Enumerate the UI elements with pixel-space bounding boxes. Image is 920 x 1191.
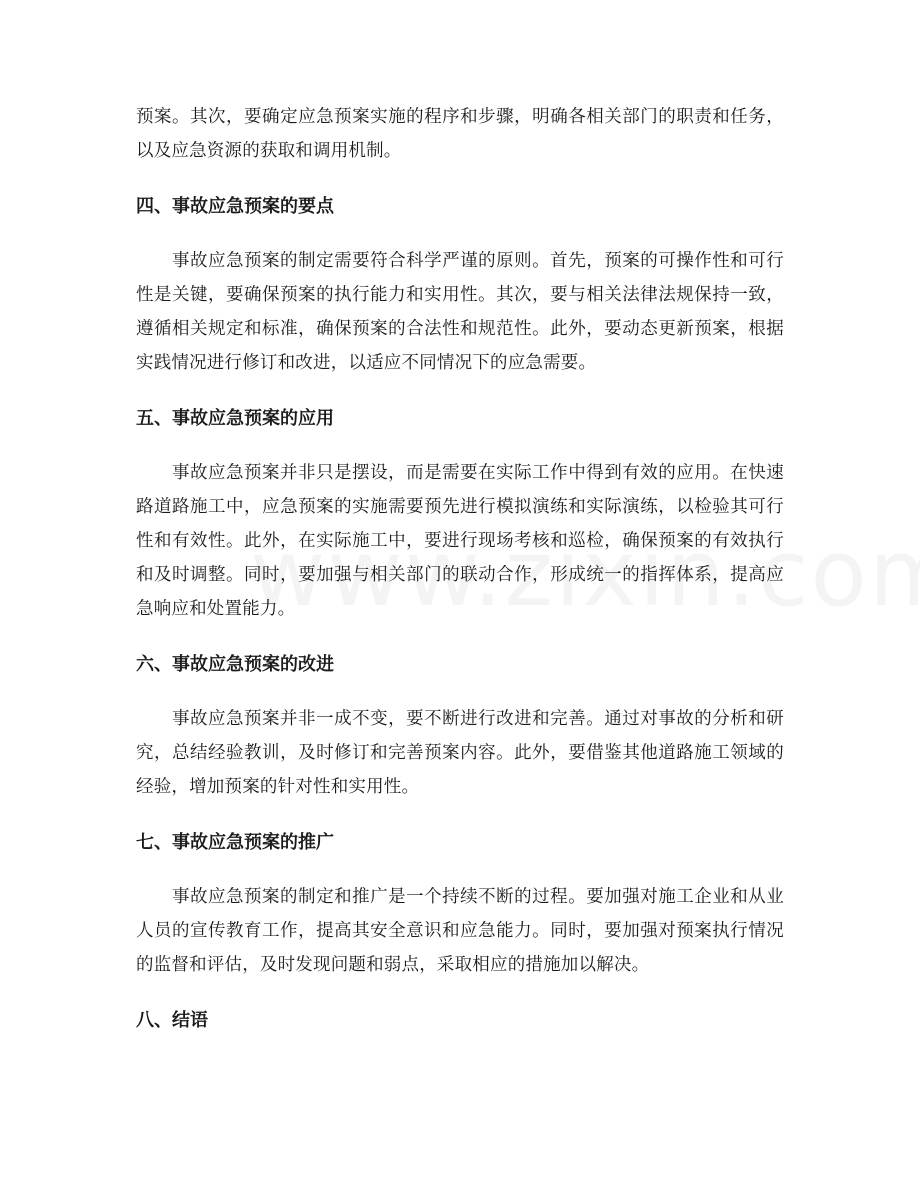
section-heading-7: 七、事故应急预案的推广	[136, 832, 334, 853]
paragraph-section-7: 事故应急预案的制定和推广是一个持续不断的过程。要加强对施工企业和从业人员的宣传教育工作，提高其安全意识和应急能力。同时，要加强对预案执行情况的监督和评估，及时发现问题和弱点，采取相应的措施加以解决。	[136, 887, 784, 975]
paragraph-section-4: 事故应急预案的制定需要符合科学严谨的原则。首先，预案的可操作性和可行性是关键，要确保预案的执行能力和实用性。其次，要与相关法律法规保持一致，遵循相关规定和标准，确保预案的合法性和规范性。此外，要动态更新预案，根据实践情况进行修订和改进，以适应不同情况下的应急需要。	[136, 251, 784, 373]
paragraph-section-5: 事故应急预案并非只是摆设，而是需要在实际工作中得到有效的应用。在快速路道路施工中，应急预案的实施需要预先进行模拟演练和实际演练，以检验其可行性和有效性。此外，在实际施工中，要进行现场考核和巡检，确保预案的有效执行和及时调整。同时，要加强与相关部门的联动合作，形成统一的指挥体系，提高应急响应和处置能力。	[136, 463, 784, 619]
document-page	[136, 100, 784, 1038]
section-heading-5: 五、事故应急预案的应用	[136, 408, 334, 429]
paragraph-continued: 预案。其次，要确定应急预案实施的程序和步骤，明确各相关部门的职责和任务，以及应急资源的获取和调用机制。	[136, 107, 784, 161]
section-heading-4: 四、事故应急预案的要点	[136, 196, 334, 217]
section-heading-8: 八、结语	[136, 1010, 208, 1031]
paragraph-section-6: 事故应急预案并非一成不变，要不断进行改进和完善。通过对事故的分析和研究，总结经验教训，及时修订和完善预案内容。此外，要借鉴其他道路施工领域的经验，增加预案的针对性和实用性。	[136, 709, 784, 797]
section-heading-6: 六、事故应急预案的改进	[136, 654, 334, 675]
